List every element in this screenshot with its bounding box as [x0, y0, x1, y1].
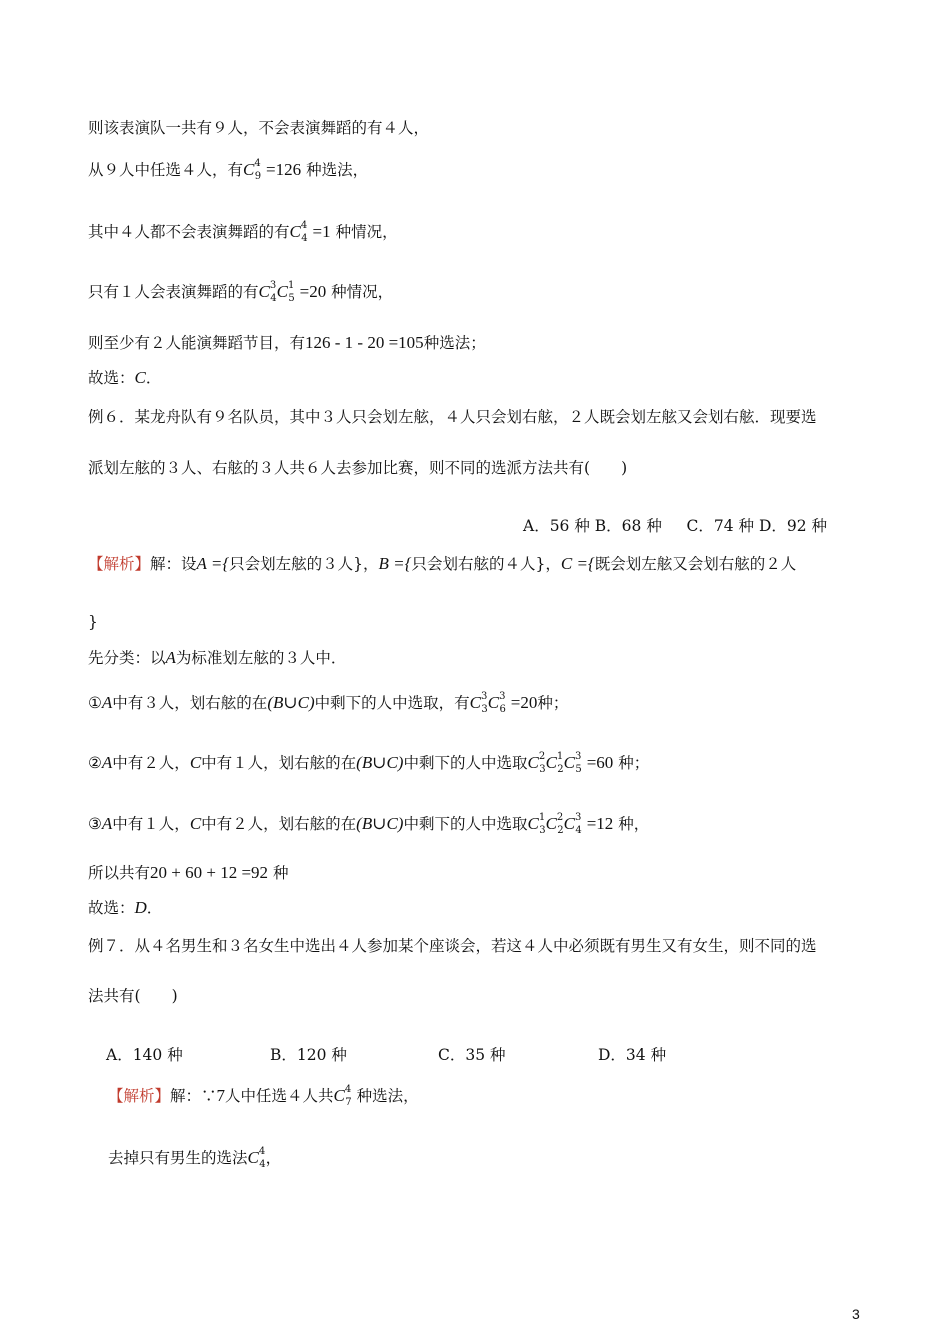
case-1: ①A中有３人，划右舷的在(B∪C)中剩下的人中选取，有$C^3_3C^3_6 =20$种；: [88, 691, 569, 715]
example-6-options: A．56 种 B．68 种 C．74 种 D．92 种: [523, 517, 828, 535]
example-6-solution: 【解析】解：设A ={只会划左舷的３人}，B ={只会划右舷的４人}，C ={既会划左舷又会划右舷的２人: [88, 554, 797, 573]
text-line: }: [88, 613, 98, 631]
text-line: 所以共有20 + 60 + 12 =92 种: [88, 863, 289, 882]
text-line: 故选：C．: [88, 368, 162, 387]
text-line: 则该表演队一共有９人，不会表演舞蹈的有４人，: [88, 119, 430, 137]
example-7-question: 例７．从４名男生和３名女生中选出４人参加某个座谈会，若这４人中必须既有男生又有女生，则不同的选: [88, 937, 817, 955]
example-7-options: A．140 种 B．120 种 C．35 种 D．34 种: [106, 1046, 667, 1064]
text-line: 则至少有２人能演舞蹈节目，有126 - 1 - 20 =105种选法；: [88, 333, 486, 352]
example-7-solution: 【解析】解：∵7人中任选４人共$C^4_7$ 种选法，: [108, 1084, 419, 1108]
example-6-question: 例６．某龙舟队有９名队员，其中３人只会划左舷，４人只会划右舷，２人既会划左舷又会划右舷．现要选: [88, 408, 817, 426]
text-line: 去掉只有男生的选法$C^4_4$，: [108, 1146, 282, 1170]
page-number: 3: [852, 1306, 860, 1322]
analysis-tag: 【解析】: [88, 555, 151, 573]
text-line: 只有１人会表演舞蹈的有$C^3_4C^1_5 =20$ 种情况，: [88, 280, 394, 304]
case-3: ③A中有１人，C中有２人，划右舷的在(B∪C)中剩下的人中选取$C^1_3C^2_2C^3_4 =12$ 种，: [88, 812, 650, 836]
text-line: 其中４人都不会表演舞蹈的有$C^4_4 =1$ 种情况，: [88, 220, 398, 244]
text-line: 从９人中任选４人，有$C^4_9 =126$ 种选法，: [88, 158, 369, 182]
analysis-tag: 【解析】: [108, 1087, 171, 1105]
text-line: 先分类：以A为标准划左舷的３人中．: [88, 648, 347, 667]
example-6-question: 派划左舷的３人、右舷的３人共６人去参加比赛，则不同的选派方法共有( ): [88, 459, 628, 477]
case-2: ②A中有２人，C中有１人，划右舷的在(B∪C)中剩下的人中选取$C^2_3C^1_2C^3_5 =60$ 种；: [88, 751, 650, 775]
example-7-question: 法共有( ): [88, 987, 178, 1005]
text-line: 故选：D．: [88, 898, 163, 917]
